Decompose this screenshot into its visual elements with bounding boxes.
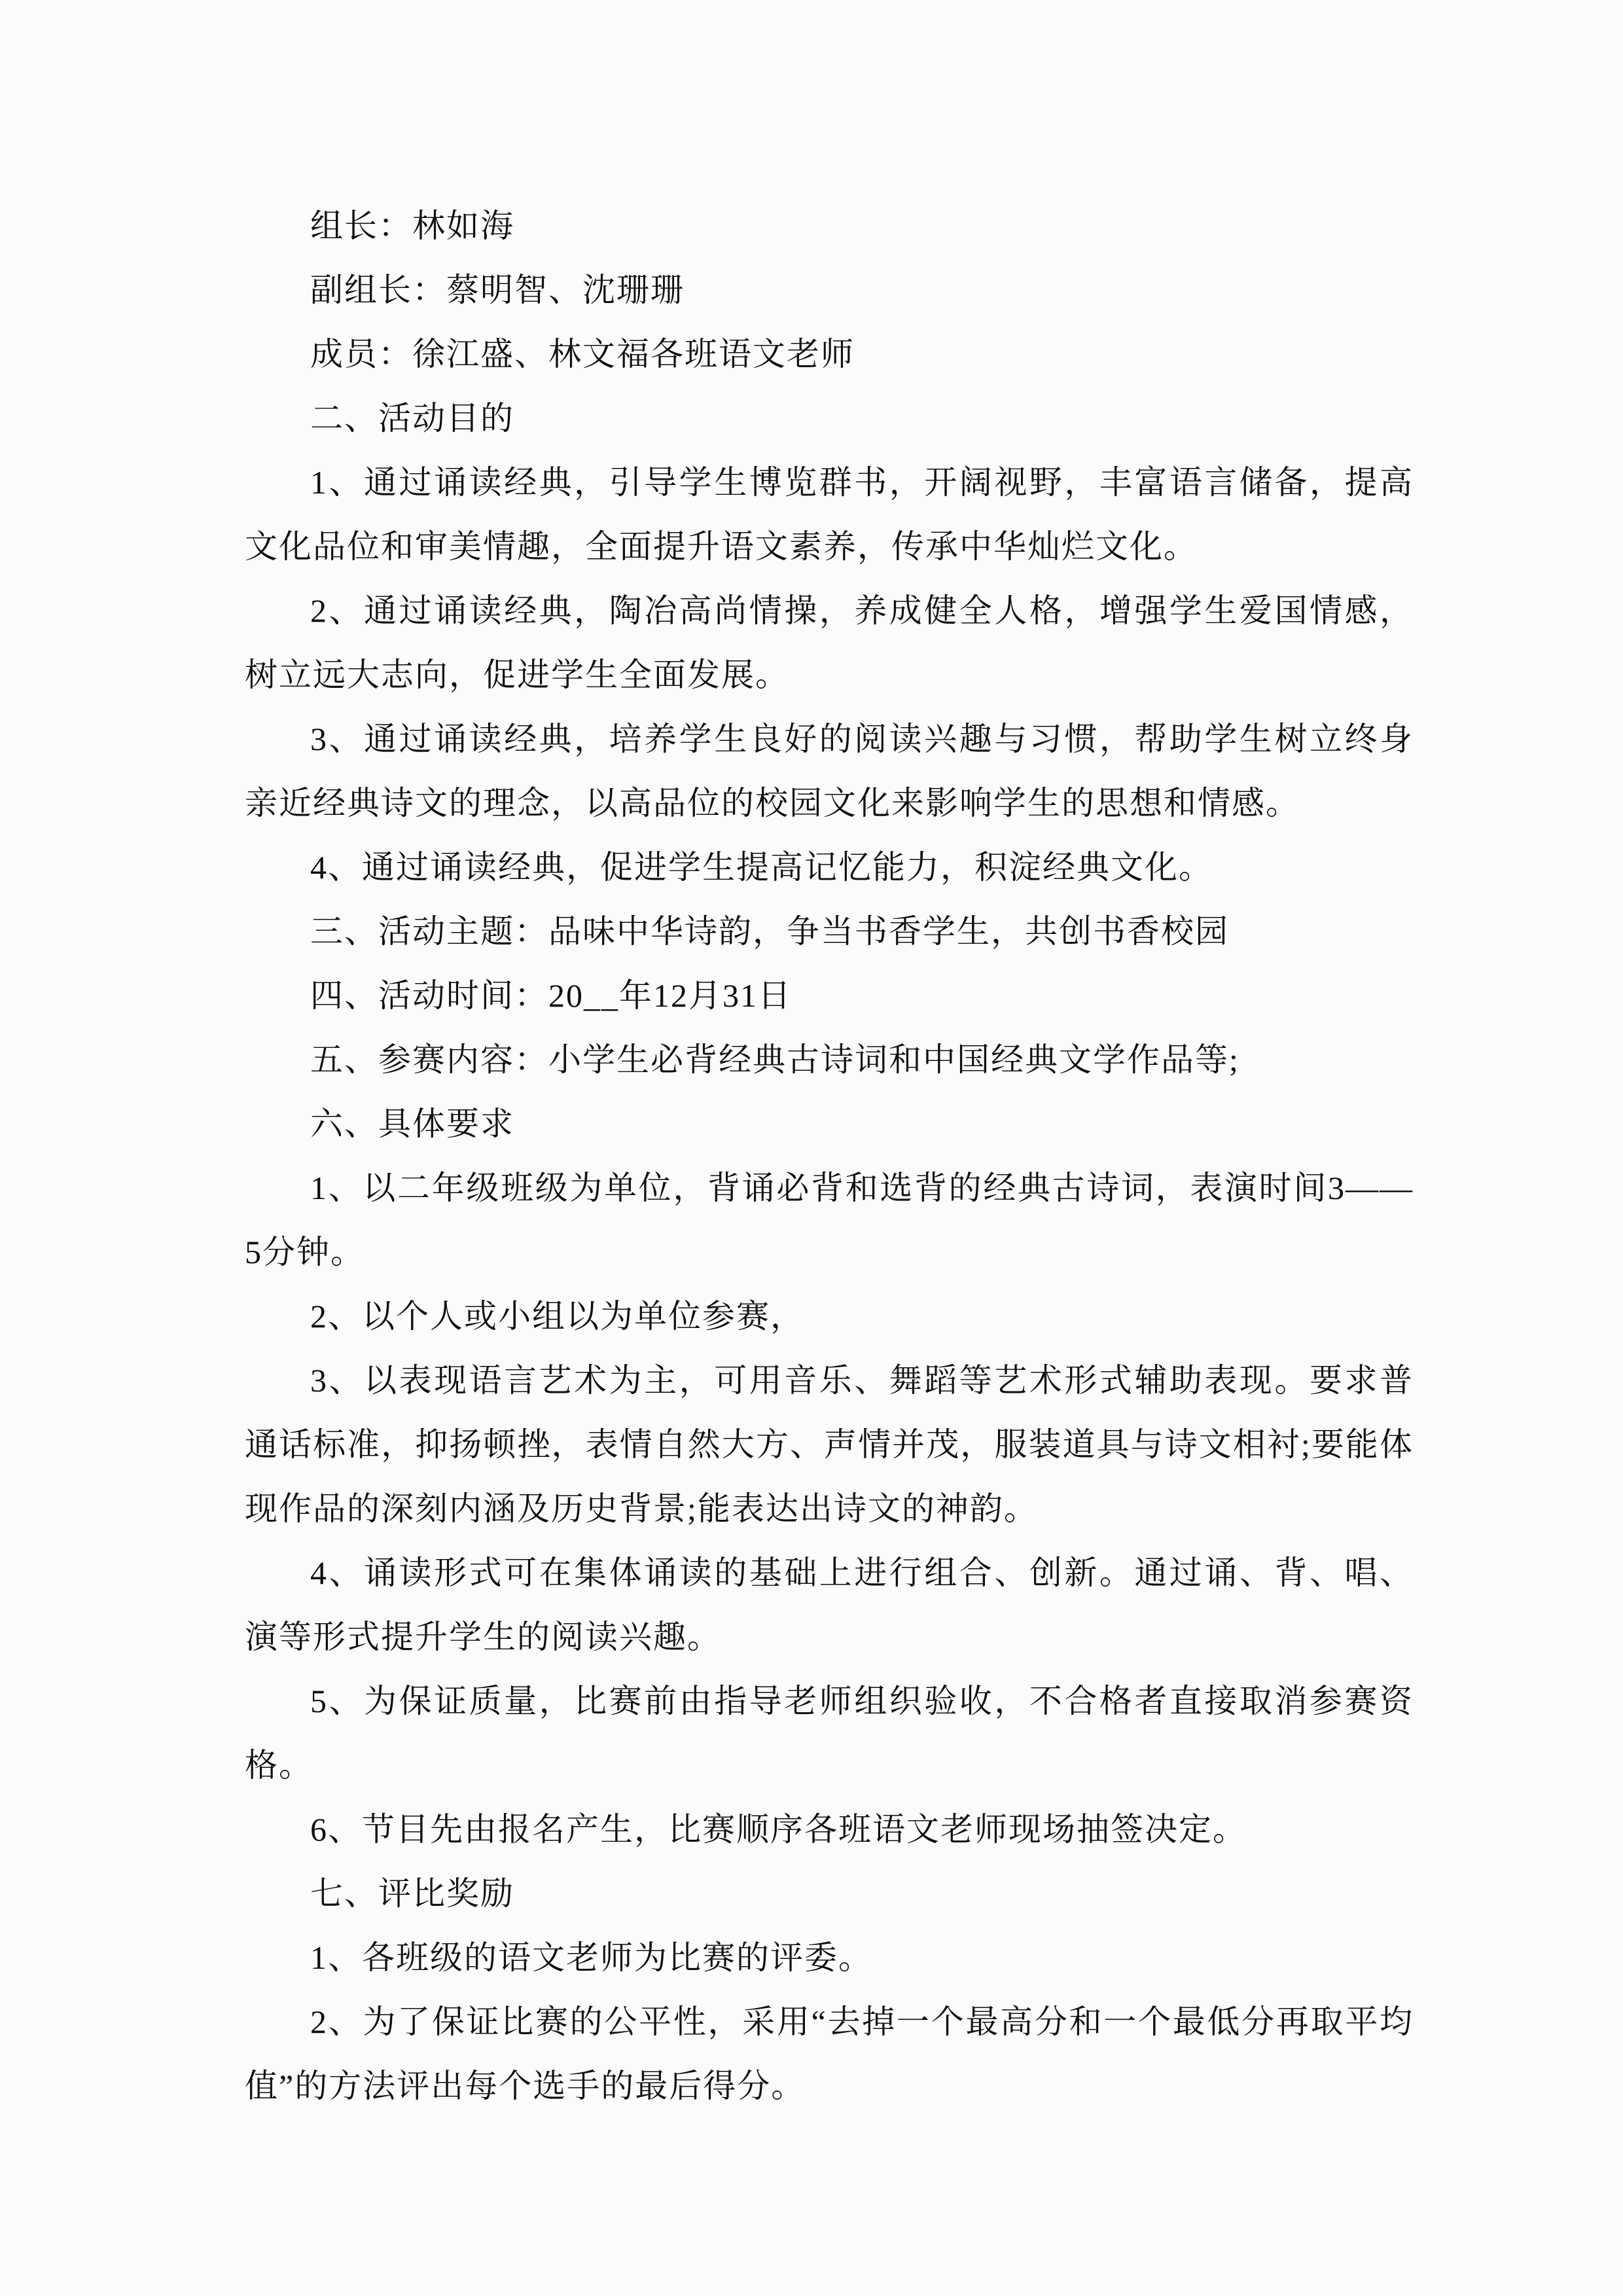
leader-line: 组长：林如海 bbox=[310, 207, 514, 244]
section-activity-theme: 三、活动主题：品味中华诗韵，争当书香学生，共创书香校园 bbox=[310, 913, 1229, 950]
deputy-leader-line: 副组长：蔡明智、沈珊珊 bbox=[310, 272, 685, 308]
section-heading-activity-purpose: 二、活动目的 bbox=[310, 400, 514, 437]
evaluation-item-1: 1、各班级的语文老师为比赛的评委。 bbox=[310, 1939, 872, 1976]
document-body bbox=[245, 194, 1414, 2118]
section-entry-content: 五、参赛内容：小学生必背经典古诗词和中国经典文学作品等; bbox=[310, 1041, 1240, 1078]
requirement-item-6: 6、节目先由报名产生，比赛顺序各班语文老师现场抽签决定。 bbox=[310, 1811, 1247, 1848]
purpose-item-2: 2、通过诵读经典，陶冶高尚情操，养成健全人格，增强学生爱国情感，树立远大志向，促进学生全面发展。 bbox=[245, 592, 1414, 693]
requirement-item-2: 2、以个人或小组以为单位参赛， bbox=[310, 1298, 804, 1335]
section-heading-evaluation-awards: 七、评比奖励 bbox=[310, 1875, 514, 1912]
purpose-item-4: 4、通过诵读经典，促进学生提高记忆能力，积淀经典文化。 bbox=[310, 849, 1213, 886]
members-line: 成员：徐江盛、林文福各班语文老师 bbox=[310, 336, 855, 372]
section-heading-specific-requirements: 六、具体要求 bbox=[310, 1105, 514, 1142]
requirement-item-3: 3、以表现语言艺术为主，可用音乐、舞蹈等艺术形式辅助表现。要求普通话标准，抑扬顿挫，表情自然大方、声情并茂，服装道具与诗文相衬;要能体现作品的深刻内涵及历史背景;能表达出诗文的神韵。 bbox=[245, 1362, 1414, 1527]
requirement-item-4: 4、诵读形式可在集体诵读的基础上进行组合、创新。通过诵、背、唱、演等形式提升学生的阅读兴趣。 bbox=[245, 1554, 1414, 1655]
purpose-item-3: 3、通过诵读经典，培养学生良好的阅读兴趣与习惯，帮助学生树立终身亲近经典诗文的理念，以高品位的校园文化来影响学生的思想和情感。 bbox=[245, 721, 1414, 821]
purpose-item-1: 1、通过诵读经典，引导学生博览群书，开阔视野，丰富语言储备，提高文化品位和审美情趣，全面提升语文素养，传承中华灿烂文化。 bbox=[245, 464, 1414, 565]
section-activity-time: 四、活动时间：20__年12月31日 bbox=[310, 977, 792, 1014]
requirement-item-5: 5、为保证质量，比赛前由指导老师组织验收，不合格者直接取消参赛资格。 bbox=[245, 1683, 1414, 1784]
evaluation-item-2: 2、为了保证比赛的公平性，采用“去掉一个最高分和一个最低分再取平均值”的方法评出每个选手的最后得分。 bbox=[245, 2003, 1414, 2104]
requirement-item-1: 1、以二年级班级为单位，背诵必背和选背的经典古诗词，表演时间3——5分钟。 bbox=[245, 1170, 1414, 1270]
